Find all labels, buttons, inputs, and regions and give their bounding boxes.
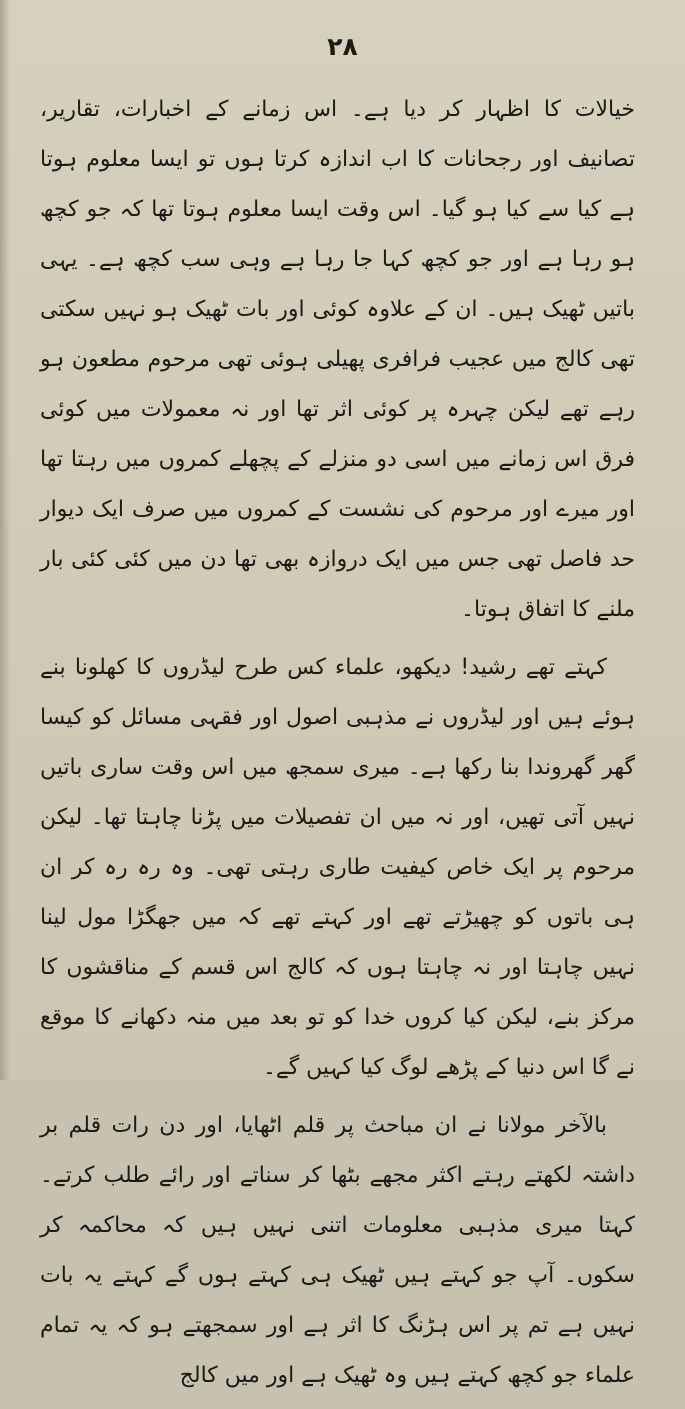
page-edge-shadow — [0, 0, 10, 1080]
page-number: ۲۸ — [327, 32, 358, 61]
paragraph-1: خیالات کا اظہار کر دیا ہے۔ اس زمانے کے اخبارات، تقاریر، تصانیف اور رجحانات کا اب اندازہ کرتا ہوں تو ایسا معلوم ہوتا ہے کیا سے کیا ہو گیا۔ اس وقت ایسا معلوم ہوتا تھا کہ جو کچھ ہو رہا ہے اور جو کچھ کہا جا رہا ہے وہی سب کچھ ہے۔ یہی باتیں ٹھیک ہیں۔ ان کے علاوہ کوئی اور بات ٹھیک ہو نہیں سکتی تھی کالج میں عجیب فرافری پھیلی ہوئی تھی مرحوم مطعون ہو رہے تھے لیکن چہرہ پر کوئی اثر تھا اور نہ معمولات میں کوئی فرق اس زمانے میں اسی دو منزلے کے پچھلے کمروں میں رہتا تھا اور میرے اور مرحوم کی نشست کے کمروں میں صرف ایک دیوار حد فاصل تھی جس میں ایک دروازہ بھی تھا دن میں کئی کئی بار ملنے کا اتفاق ہوتا۔ — [40, 97, 635, 622]
body-text — [40, 85, 635, 1409]
paragraph-3: بالآخر مولانا نے ان مباحث پر قلم اٹھایا، اور دن رات قلم بر داشتہ لکھتے رہتے اکثر مجھے بٹھا کر سناتے اور رائے طلب کرتے۔ کہتا میری مذہبی معلومات اتنی نہیں ہیں کہ محاکمہ کر سکوں۔ آپ جو کہتے ہیں ٹھیک ہی کہتے ہوں گے کہتے یہ بات نہیں ہے تم پر اس ہڑنگ کا اثر ہے اور سمجھتے ہو کہ یہ تمام علماء جو کچھ کہتے ہیں وہ ٹھیک ہے اور میں کالج — [40, 1113, 635, 1388]
paragraph-2: کہتے تھے رشید! دیکھو، علماء کس طرح لیڈروں کا کھلونا بنے ہوئے ہیں اور لیڈروں نے مذہبی اصول اور فقہی مسائل کو کیسا گھر گھروندا بنا رکھا ہے۔ میری سمجھ میں اس وقت ساری باتیں نہیں آتی تھیں، اور نہ میں ان تفصیلات میں پڑنا چاہتا تھا۔ لیکن مرحوم پر ایک خاص کیفیت طاری رہتی تھی۔ وہ رہ رہ کر ان ہی باتوں کو چھیڑتے تھے اور کہتے تھے کہ میں جھگڑا مول لینا نہیں چاہتا اور نہ چاہتا ہوں کہ کالج اس قسم کے مناقشوں کا مرکز بنے، لیکن کیا کروں خدا کو تو بعد میں منہ دکھانے کا موقع نے گا اس دنیا کے پڑھے لوگ کیا کہیں گے۔ — [40, 655, 635, 1080]
